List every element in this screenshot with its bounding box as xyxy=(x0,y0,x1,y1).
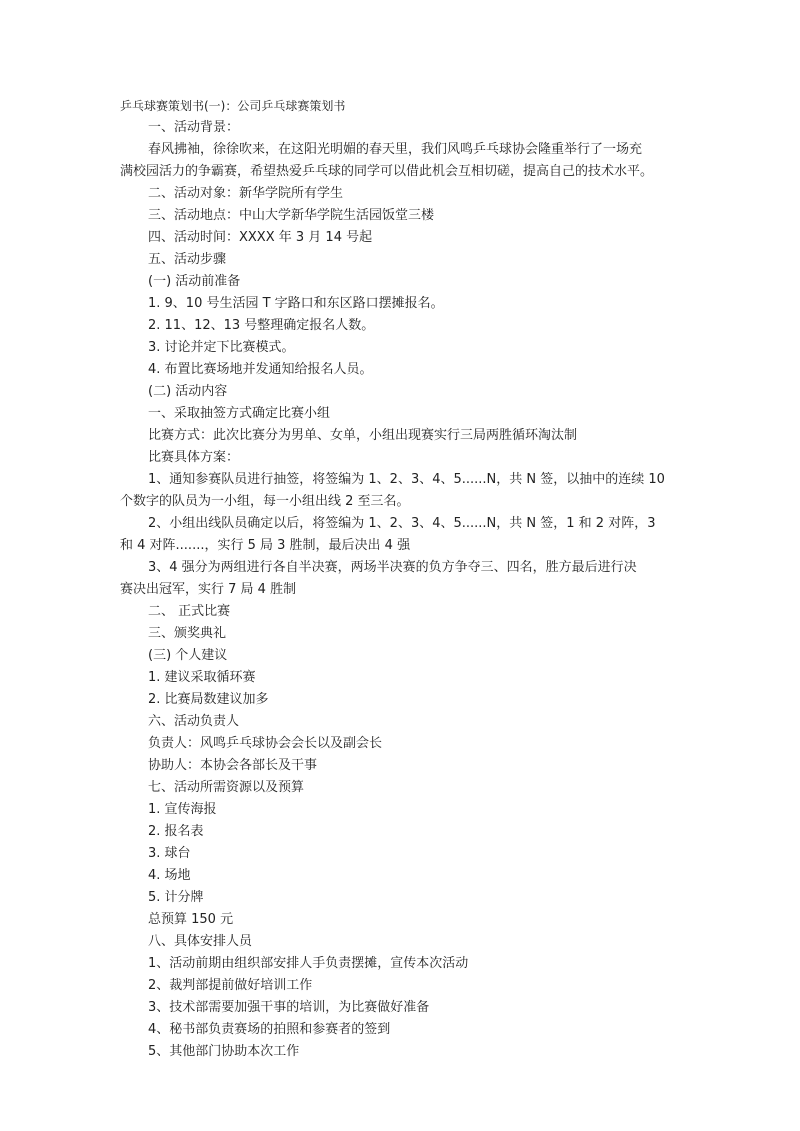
document-title: 乒乓球赛策划书(一)：公司乒乓球赛策划书 xyxy=(120,99,346,113)
resource-item: 1. 宣传海报 xyxy=(148,802,217,817)
prep-item: 4. 布置比赛场地并发通知给报名人员。 xyxy=(148,362,373,377)
content-heading: (二) 活动内容 xyxy=(148,384,228,399)
formal-match-heading: 二、 正式比赛 xyxy=(148,604,231,619)
staff-heading: 八、具体安排人员 xyxy=(148,934,253,949)
plan-2-line-2: 和 4 对阵.......，实行 5 局 3 胜制，最后决出 4 强 xyxy=(120,538,411,553)
suggest-heading: (三) 个人建议 xyxy=(148,648,228,663)
prep-item: 1. 9、10 号生活园 T 字路口和东区路口摆摊报名。 xyxy=(148,296,444,311)
match-plan-heading: 比赛具体方案： xyxy=(148,450,240,465)
prep-item: 2. 11、12、13 号整理确定报名人数。 xyxy=(148,318,375,333)
staff-item: 1、活动前期由组织部安排人手负责摆摊，宣传本次活动 xyxy=(148,956,469,971)
staff-item: 3、技术部需要加强干事的培训，为比赛做好准备 xyxy=(148,1000,430,1015)
staff-item: 5、其他部门协助本次工作 xyxy=(148,1044,300,1059)
resource-item: 4. 场地 xyxy=(148,868,191,883)
activity-location: 三、活动地点：中山大学新华学院生活园饭堂三楼 xyxy=(148,208,435,223)
background-text-line-2: 满校园活力的争霸赛，希望热爱乒乓球的同学可以借此机会互相切磋，提高自己的技术水平。 xyxy=(120,164,654,179)
staff-item: 4、秘书部负责赛场的拍照和参赛者的签到 xyxy=(148,1022,391,1037)
match-mode: 比赛方式：此次比赛分为男单、女单，小组出现赛实行三局两胜循环淘汰制 xyxy=(148,428,578,443)
owner-line: 负责人：风鸣乒乓球协会会长以及副会长 xyxy=(148,736,383,751)
plan-1-line-2: 个数字的队员为一小组，每一小组出线 2 至三名。 xyxy=(120,494,410,509)
resource-item: 2. 报名表 xyxy=(148,824,204,839)
background-heading: 一、活动背景： xyxy=(148,120,240,135)
award-heading: 三、颁奖典礼 xyxy=(148,626,227,641)
background-text-line-1: 春风拂袖，徐徐吹来，在这阳光明媚的春天里，我们风鸣乒乓球协会隆重举行了一场充 xyxy=(148,142,643,157)
prep-item: 3. 讨论并定下比赛模式。 xyxy=(148,340,295,355)
staff-item: 2、裁判部提前做好培训工作 xyxy=(148,978,313,993)
plan-3-line-1: 3、4 强分为两组进行各自半决赛，两场半决赛的负方争夺三、四名，胜方最后进行决 xyxy=(148,560,637,575)
owner-heading: 六、活动负责人 xyxy=(148,714,240,729)
suggest-item: 2. 比赛局数建议加多 xyxy=(148,692,269,707)
resource-item: 3. 球台 xyxy=(148,846,191,861)
activity-time: 四、活动时间：XXXX 年 3 月 14 号起 xyxy=(148,230,373,245)
budget-line: 总预算 150 元 xyxy=(148,912,234,927)
activity-target: 二、活动对象：新华学院所有学生 xyxy=(148,186,344,201)
resource-heading: 七、活动所需资源以及预算 xyxy=(148,780,305,795)
resource-item: 5. 计分牌 xyxy=(148,890,204,905)
plan-2-line-1: 2、小组出线队员确定以后，将签编为 1、2、3、4、5......N，共 N 签，1 和 2 对阵，3 xyxy=(148,516,656,531)
plan-1-line-1: 1、通知参赛队员进行抽签，将签编为 1、2、3、4、5......N，共 N 签，以抽中的连续 10 xyxy=(148,472,665,487)
suggest-item: 1. 建议采取循环赛 xyxy=(148,670,256,685)
plan-3-line-2: 赛决出冠军，实行 7 局 4 胜制 xyxy=(120,582,297,597)
prep-heading: (一) 活动前准备 xyxy=(148,274,241,289)
content-subheading: 一、采取抽签方式确定比赛小组 xyxy=(148,406,331,421)
assistant-line: 协助人：本协会各部长及干事 xyxy=(148,758,318,773)
steps-heading: 五、活动步骤 xyxy=(148,252,227,267)
